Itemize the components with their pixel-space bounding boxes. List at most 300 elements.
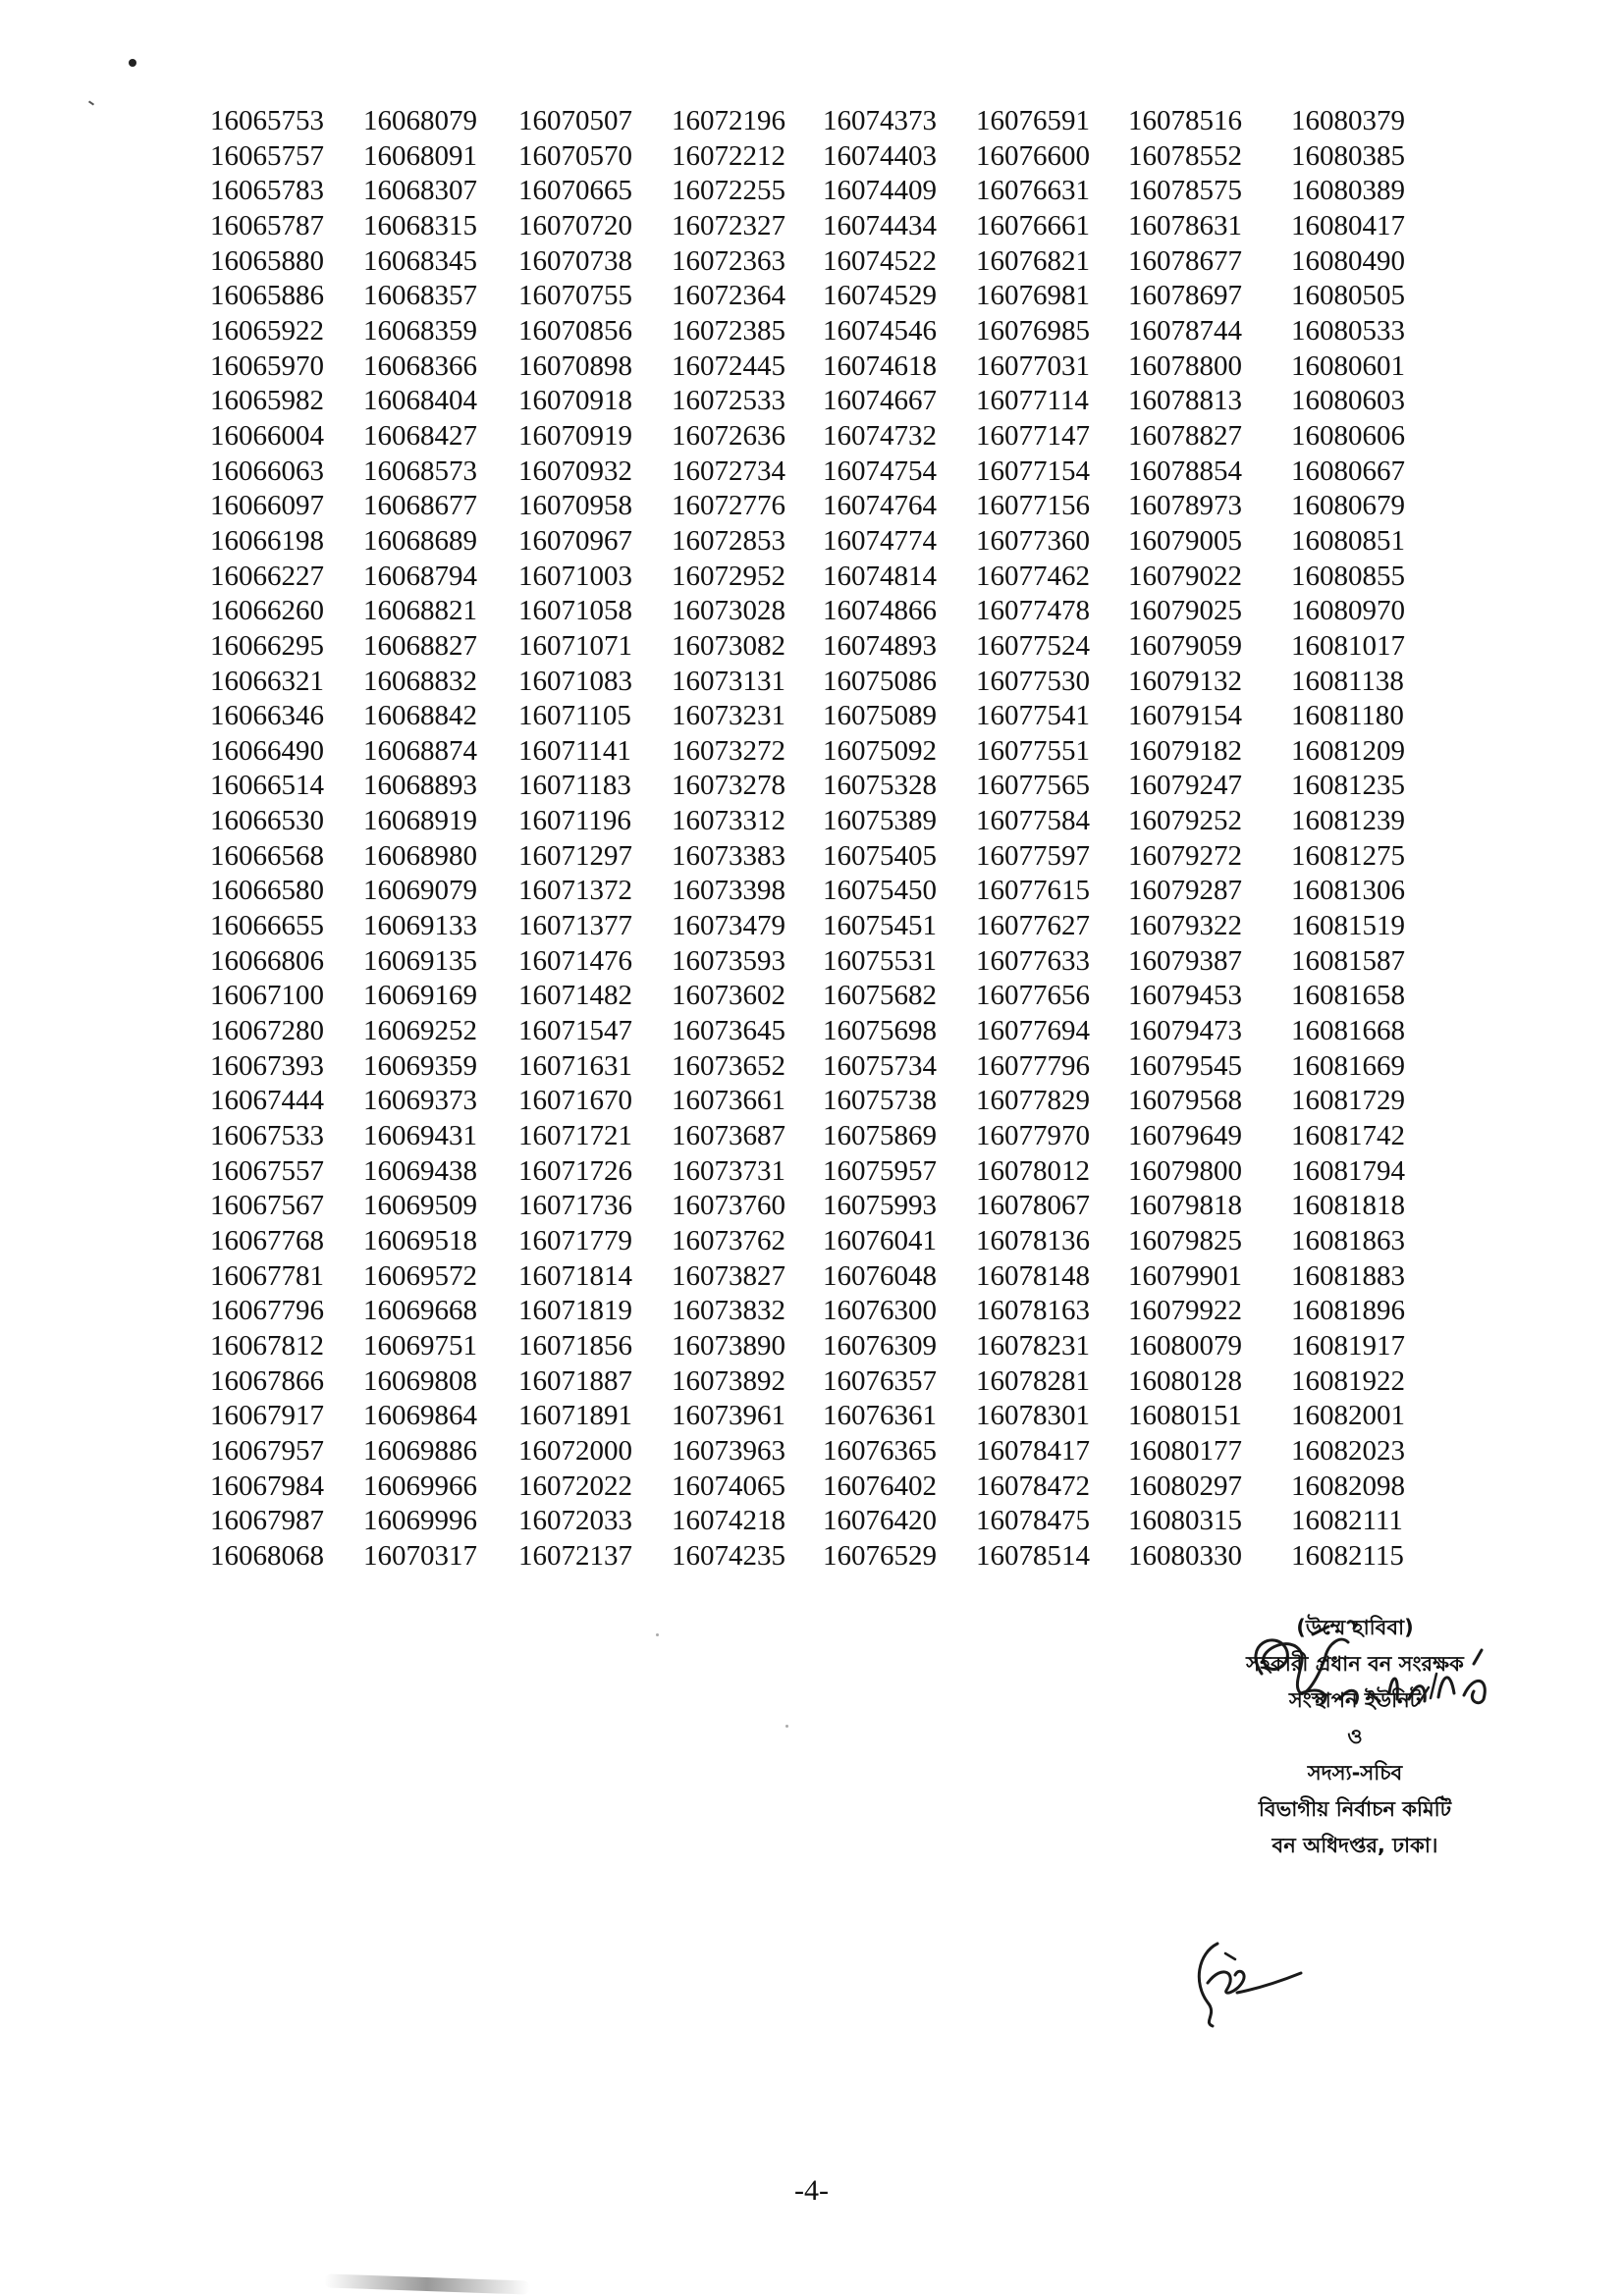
roll-number-cell: 16068980	[363, 839, 477, 872]
roll-number-cell: 16074866	[823, 595, 937, 627]
roll-number-cell: 16071482	[518, 980, 632, 1012]
roll-number-cell: 16080315	[1128, 1505, 1242, 1537]
table-row	[210, 279, 1419, 314]
signatory-role: সদস্য-সচিব	[1307, 1761, 1403, 1785]
roll-number-cell: 16080667	[1291, 454, 1405, 487]
roll-number-cell: 16074373	[823, 105, 937, 136]
roll-number-cell: 16070720	[518, 209, 632, 241]
roll-number-cell: 16079568	[1128, 1085, 1242, 1117]
roll-number-cell: 16065783	[210, 175, 324, 207]
roll-number-cell: 16076041	[823, 1225, 937, 1256]
roll-number-cell: 16077615	[976, 875, 1090, 907]
roll-number-cell: 16069252	[363, 1015, 477, 1047]
roll-number-cell: 16067567	[210, 1190, 324, 1222]
roll-number-cell: 16078552	[1128, 139, 1242, 172]
roll-number-cell: 16071547	[518, 1015, 632, 1047]
roll-number-cell: 16077627	[976, 910, 1090, 942]
roll-number-cell: 16080330	[1128, 1539, 1242, 1572]
table-row	[210, 209, 1419, 244]
roll-number-cell: 16071670	[518, 1085, 632, 1117]
roll-number-cell: 16080606	[1291, 419, 1405, 452]
roll-number-cell: 16071891	[518, 1400, 632, 1432]
roll-number-cell: 16071779	[518, 1225, 632, 1256]
roll-number-cell: 16079453	[1128, 980, 1242, 1012]
table-row	[210, 454, 1419, 490]
roll-number-cell: 16082023	[1291, 1434, 1405, 1467]
roll-number-cell: 16071887	[518, 1364, 632, 1397]
roll-number-cell: 16072533	[672, 385, 785, 417]
roll-number-cell: 16068874	[363, 734, 477, 767]
roll-number-cell: 16078136	[976, 1225, 1090, 1256]
roll-number-cell: 16082098	[1291, 1469, 1405, 1502]
roll-number-cell: 16067533	[210, 1120, 324, 1152]
roll-number-cell: 16070967	[518, 524, 632, 557]
roll-number-cell: 16069886	[363, 1434, 477, 1467]
roll-number-cell: 16071297	[518, 839, 632, 872]
roll-number-cell: 16078854	[1128, 454, 1242, 487]
roll-number-cell: 16073131	[672, 665, 785, 697]
roll-number-cell: 16082115	[1291, 1539, 1404, 1572]
roll-number-cell: 16078697	[1128, 280, 1242, 312]
roll-number-cell: 16073278	[672, 770, 785, 802]
roll-number-cell: 16072445	[672, 349, 785, 382]
roll-number-cell: 16069668	[363, 1295, 477, 1327]
roll-number-cell: 16075738	[823, 1085, 937, 1117]
roll-number-cell: 16075734	[823, 1049, 937, 1082]
roll-number-cell: 16080601	[1291, 349, 1405, 382]
roll-number-cell: 16073762	[672, 1225, 785, 1256]
roll-number-rows	[210, 104, 1419, 1575]
roll-number-cell: 16074618	[823, 349, 937, 382]
roll-number-cell: 16082111	[1291, 1505, 1403, 1537]
roll-number-cell: 16068404	[363, 385, 477, 417]
roll-number-cell: 16068427	[363, 419, 477, 452]
roll-number-cell: 16072776	[672, 490, 785, 522]
table-row	[210, 1084, 1419, 1119]
roll-number-cell: 16078281	[976, 1364, 1090, 1397]
roll-number-cell: 16080389	[1291, 175, 1405, 207]
table-row	[210, 1224, 1419, 1259]
signatory-committee: বিভাগীয় নির্বাচন কমিটি	[1258, 1797, 1452, 1821]
roll-number-cell: 16077829	[976, 1085, 1090, 1117]
roll-number-cell: 16073832	[672, 1295, 785, 1327]
ink-dot	[129, 59, 136, 67]
roll-number-cell: 16078472	[976, 1469, 1090, 1502]
roll-number-cell: 16081794	[1291, 1154, 1405, 1187]
table-row	[210, 909, 1419, 944]
roll-number-cell: 16072212	[672, 139, 785, 172]
roll-number-cell: 16072137	[518, 1539, 632, 1572]
roll-number-cell: 16076357	[823, 1364, 937, 1397]
roll-number-cell: 16077360	[976, 524, 1090, 557]
roll-number-cell: 16072363	[672, 244, 785, 277]
roll-number-cell: 16070755	[518, 280, 632, 312]
roll-number-cell: 16071105	[518, 700, 631, 732]
roll-number-cell: 16072385	[672, 314, 785, 347]
roll-number-cell: 16071726	[518, 1154, 632, 1187]
roll-number-cell: 16073479	[672, 910, 785, 942]
roll-number-cell: 16066530	[210, 805, 324, 837]
roll-number-cell: 16072636	[672, 419, 785, 452]
table-row	[210, 665, 1419, 700]
roll-number-cell: 16068079	[363, 105, 477, 136]
roll-number-cell: 16070507	[518, 105, 632, 136]
roll-number-cell: 16079825	[1128, 1225, 1242, 1256]
roll-number-cell: 16075957	[823, 1154, 937, 1187]
roll-number-cell: 16073272	[672, 734, 785, 767]
roll-number-cell: 16071083	[518, 665, 632, 697]
roll-number-cell: 16065886	[210, 280, 324, 312]
roll-number-cell: 16081922	[1291, 1364, 1405, 1397]
roll-number-cell: 16066580	[210, 875, 324, 907]
table-row	[210, 1434, 1419, 1469]
roll-number-cell: 16081669	[1291, 1049, 1405, 1082]
roll-number-cell: 16080505	[1291, 280, 1405, 312]
roll-number-cell: 16071476	[518, 944, 632, 977]
roll-number-cell: 16072364	[672, 280, 785, 312]
roll-number-cell: 16070738	[518, 244, 632, 277]
roll-number-cell: 16068345	[363, 244, 477, 277]
signature-block	[1159, 1610, 1551, 1864]
signatory-conjunction: ও	[1347, 1725, 1363, 1748]
roll-number-cell: 16078417	[976, 1434, 1090, 1467]
roll-number-cell: 16069079	[363, 875, 477, 907]
roll-number-cell: 16073963	[672, 1434, 785, 1467]
roll-number-cell: 16080379	[1291, 105, 1405, 136]
roll-number-cell: 16081017	[1291, 629, 1405, 662]
roll-number-cell: 16079025	[1128, 595, 1242, 627]
roll-number-cell: 16071071	[518, 629, 632, 662]
roll-number-cell: 16078475	[976, 1505, 1090, 1537]
roll-number-cell: 16071372	[518, 875, 632, 907]
roll-number-cell: 16079005	[1128, 524, 1242, 557]
roll-number-cell: 16066260	[210, 595, 324, 627]
roll-number-cell: 16077154	[976, 454, 1090, 487]
roll-number-cell: 16078677	[1128, 244, 1242, 277]
roll-number-cell: 16068794	[363, 560, 477, 592]
roll-number-cell: 16077530	[976, 665, 1090, 697]
roll-number-cell: 16076600	[976, 139, 1090, 172]
roll-number-cell: 16072255	[672, 175, 785, 207]
roll-number-cell: 16079922	[1128, 1295, 1242, 1327]
roll-number-cell: 16070918	[518, 385, 632, 417]
table-row	[210, 769, 1419, 804]
roll-number-cell: 16076981	[976, 280, 1090, 312]
roll-number-cell: 16069751	[363, 1329, 477, 1362]
roll-number-cell: 16066490	[210, 734, 324, 767]
table-row	[210, 174, 1419, 209]
roll-number-cell: 16077478	[976, 595, 1090, 627]
roll-number-cell: 16075993	[823, 1190, 937, 1222]
roll-number-cell: 16081239	[1291, 805, 1405, 837]
roll-number-cell: 16073312	[672, 805, 785, 837]
table-row	[210, 560, 1419, 595]
roll-number-cell: 16074218	[672, 1505, 785, 1537]
roll-number-cell: 16072952	[672, 560, 785, 592]
roll-number-cell: 16070919	[518, 419, 632, 452]
roll-number-cell: 16065880	[210, 244, 324, 277]
roll-number-cell: 16080385	[1291, 139, 1405, 172]
roll-number-cell: 16079247	[1128, 770, 1242, 802]
signatory-unit: সংস্থাপন ইউনিট	[1288, 1688, 1422, 1712]
roll-number-cell: 16067557	[210, 1154, 324, 1187]
roll-number-cell: 16078973	[1128, 490, 1242, 522]
roll-number-cell: 16068832	[363, 665, 477, 697]
roll-number-cell: 16074403	[823, 139, 937, 172]
roll-number-cell: 16077656	[976, 980, 1090, 1012]
roll-number-cell: 16074434	[823, 209, 937, 241]
roll-number-cell: 16079287	[1128, 875, 1242, 907]
table-row	[210, 139, 1419, 175]
roll-number-cell: 16075698	[823, 1015, 937, 1047]
roll-number-cell: 16081917	[1291, 1329, 1405, 1362]
roll-number-cell: 16066806	[210, 944, 324, 977]
roll-number-cell: 16078514	[976, 1539, 1090, 1572]
roll-number-cell: 16071141	[518, 734, 631, 767]
roll-number-cell: 16078516	[1128, 105, 1242, 136]
roll-number-cell: 16081306	[1291, 875, 1405, 907]
roll-number-cell: 16069169	[363, 980, 477, 1012]
table-row	[210, 1294, 1419, 1329]
roll-number-cell: 16081275	[1291, 839, 1405, 872]
roll-number-cell: 16075451	[823, 910, 937, 942]
roll-number-cell: 16069996	[363, 1505, 477, 1537]
roll-number-cell: 16067100	[210, 980, 324, 1012]
roll-number-cell: 16079901	[1128, 1259, 1242, 1292]
roll-number-cell: 16071819	[518, 1295, 632, 1327]
roll-number-cell: 16082001	[1291, 1400, 1405, 1432]
table-row	[210, 874, 1419, 909]
roll-number-cell: 16073652	[672, 1049, 785, 1082]
roll-number-cell: 16068919	[363, 805, 477, 837]
roll-number-cell: 16066295	[210, 629, 324, 662]
roll-number-cell: 16073890	[672, 1329, 785, 1362]
roll-number-cell: 16071721	[518, 1120, 632, 1152]
roll-number-cell: 16080970	[1291, 595, 1405, 627]
roll-number-cell: 16068315	[363, 209, 477, 241]
roll-number-cell: 16069572	[363, 1259, 477, 1292]
roll-number-cell: 16079818	[1128, 1190, 1242, 1222]
roll-number-cell: 16078575	[1128, 175, 1242, 207]
roll-number-cell: 16081896	[1291, 1295, 1405, 1327]
roll-number-cell: 16075531	[823, 944, 937, 977]
table-row	[210, 1154, 1419, 1190]
roll-number-cell: 16065922	[210, 314, 324, 347]
roll-number-cell: 16068821	[363, 595, 477, 627]
roll-number-cell: 16079387	[1128, 944, 1242, 977]
roll-number-cell: 16066321	[210, 665, 324, 697]
roll-number-cell: 16078148	[976, 1259, 1090, 1292]
roll-number-cell: 16078827	[1128, 419, 1242, 452]
roll-number-cell: 16076402	[823, 1469, 937, 1502]
roll-number-cell: 16066004	[210, 419, 324, 452]
roll-number-cell: 16081668	[1291, 1015, 1405, 1047]
roll-number-cell: 16073383	[672, 839, 785, 872]
roll-number-cell: 16075405	[823, 839, 937, 872]
roll-number-cell: 16075389	[823, 805, 937, 837]
roll-number-cell: 16071814	[518, 1259, 632, 1292]
roll-number-cell: 16075089	[823, 700, 937, 732]
roll-number-cell: 16077031	[976, 349, 1090, 382]
roll-number-cell: 16068573	[363, 454, 477, 487]
roll-number-cell: 16065787	[210, 209, 324, 241]
roll-number-cell: 16072196	[672, 105, 785, 136]
roll-number-cell: 16076309	[823, 1329, 937, 1362]
roll-number-cell: 16073082	[672, 629, 785, 662]
table-row	[210, 104, 1419, 139]
roll-number-cell: 16076661	[976, 209, 1090, 241]
roll-number-cell: 16066514	[210, 770, 324, 802]
roll-number-cell: 16068091	[363, 139, 477, 172]
roll-number-cell: 16080490	[1291, 244, 1405, 277]
roll-number-cell: 16074667	[823, 385, 937, 417]
roll-number-cell: 16073827	[672, 1259, 785, 1292]
roll-number-cell: 16077156	[976, 490, 1090, 522]
roll-number-cell: 16069359	[363, 1049, 477, 1082]
roll-number-cell: 16069518	[363, 1225, 477, 1256]
roll-number-cell: 16069808	[363, 1364, 477, 1397]
roll-number-cell: 16066655	[210, 910, 324, 942]
roll-number-cell: 16070898	[518, 349, 632, 382]
roll-number-cell: 16076365	[823, 1434, 937, 1467]
roll-number-cell: 16078744	[1128, 314, 1242, 347]
roll-number-cell: 16073961	[672, 1400, 785, 1432]
roll-number-cell: 16072000	[518, 1434, 632, 1467]
roll-number-cell: 16066198	[210, 524, 324, 557]
table-row	[210, 524, 1419, 560]
roll-number-cell: 16067866	[210, 1364, 324, 1397]
roll-number-cell: 16068689	[363, 524, 477, 557]
roll-number-cell: 16068842	[363, 700, 477, 732]
roll-number-cell: 16074409	[823, 175, 937, 207]
roll-number-cell: 16074764	[823, 490, 937, 522]
roll-number-cell: 16067393	[210, 1049, 324, 1082]
roll-number-cell: 16081138	[1291, 665, 1404, 697]
roll-number-cell: 16080079	[1128, 1329, 1242, 1362]
roll-number-cell: 16069438	[363, 1154, 477, 1187]
table-row	[210, 944, 1419, 980]
roll-number-cell: 16077584	[976, 805, 1090, 837]
table-row	[210, 979, 1419, 1014]
roll-number-cell: 16069509	[363, 1190, 477, 1222]
roll-number-cell: 16077541	[976, 700, 1090, 732]
roll-number-cell: 16078012	[976, 1154, 1090, 1187]
roll-number-cell: 16068359	[363, 314, 477, 347]
roll-number-cell: 16073661	[672, 1085, 785, 1117]
roll-number-cell: 16080151	[1128, 1400, 1242, 1432]
roll-number-cell: 16081587	[1291, 944, 1405, 977]
roll-number-cell: 16074732	[823, 419, 937, 452]
page-number: -4-	[794, 2174, 829, 2207]
roll-number-cell: 16077114	[976, 385, 1089, 417]
roll-number-cell: 16080417	[1291, 209, 1405, 241]
roll-number-cell: 16074065	[672, 1469, 785, 1502]
roll-number-cell: 16080851	[1291, 524, 1405, 557]
roll-number-cell: 16068068	[210, 1539, 324, 1572]
roll-number-cell: 16075328	[823, 770, 937, 802]
roll-number-cell: 16079252	[1128, 805, 1242, 837]
roll-number-cell: 16076300	[823, 1295, 937, 1327]
roll-number-cell: 16067987	[210, 1505, 324, 1537]
scan-smudge	[324, 2273, 530, 2294]
roll-number-cell: 16073028	[672, 595, 785, 627]
roll-number-cell: 16081235	[1291, 770, 1405, 802]
roll-number-cell: 16080603	[1291, 385, 1405, 417]
roll-number-cell: 16073760	[672, 1190, 785, 1222]
roll-number-cell: 16074522	[823, 244, 937, 277]
roll-number-cell: 16067280	[210, 1015, 324, 1047]
table-row	[210, 1504, 1419, 1539]
roll-number-cell: 16074235	[672, 1539, 785, 1572]
roll-number-cell: 16078813	[1128, 385, 1242, 417]
table-row	[210, 1259, 1419, 1295]
table-row	[210, 489, 1419, 524]
roll-number-cell: 16074754	[823, 454, 937, 487]
roll-number-cell: 16073645	[672, 1015, 785, 1047]
roll-number-cell: 16078800	[1128, 349, 1242, 382]
roll-number-cell: 16078163	[976, 1295, 1090, 1327]
roll-number-cell: 16066568	[210, 839, 324, 872]
roll-number-cell: 16072022	[518, 1469, 632, 1502]
table-row	[210, 1119, 1419, 1154]
signatory-name: (উম্মে হাবিবা)	[1296, 1616, 1414, 1639]
roll-number-cell: 16075092	[823, 734, 937, 767]
roll-number-cell: 16079182	[1128, 734, 1242, 767]
roll-number-cell: 16074814	[823, 560, 937, 592]
table-row	[210, 699, 1419, 734]
roll-number-cell: 16075869	[823, 1120, 937, 1152]
roll-number-cell: 16068827	[363, 629, 477, 662]
roll-number-cell: 16077147	[976, 419, 1090, 452]
signatory-designation: সহকারী প্রধান বন সংরক্ষক	[1246, 1652, 1464, 1676]
roll-number-cell: 16071183	[518, 770, 631, 802]
table-row	[210, 734, 1419, 770]
roll-number-cell: 16081180	[1291, 700, 1404, 732]
roll-number-cell: 16079545	[1128, 1049, 1242, 1082]
roll-number-cell: 16078301	[976, 1400, 1090, 1432]
roll-number-cell: 16070958	[518, 490, 632, 522]
scan-speck	[785, 1725, 788, 1728]
roll-number-cell: 16069864	[363, 1400, 477, 1432]
roll-number-cell: 16079132	[1128, 665, 1242, 697]
roll-number-cell: 16065757	[210, 139, 324, 172]
roll-number-cell: 16075450	[823, 875, 937, 907]
table-row	[210, 314, 1419, 349]
roll-number-cell: 16069431	[363, 1120, 477, 1152]
table-row	[210, 629, 1419, 665]
roll-number-cell: 16065753	[210, 105, 324, 136]
roll-number-cell: 16071196	[518, 805, 631, 837]
roll-number-cell: 16067444	[210, 1085, 324, 1117]
table-row	[210, 1189, 1419, 1224]
roll-number-cell: 16081209	[1291, 734, 1405, 767]
roll-number-cell: 16076631	[976, 175, 1090, 207]
roll-number-cell: 16076821	[976, 244, 1090, 277]
roll-number-cell: 16071377	[518, 910, 632, 942]
roll-number-cell: 16072734	[672, 454, 785, 487]
scan-speck	[656, 1633, 659, 1636]
roll-number-cell: 16079059	[1128, 629, 1242, 662]
roll-number-cell: 16074546	[823, 314, 937, 347]
roll-number-cell: 16068366	[363, 349, 477, 382]
roll-number-cell: 16077694	[976, 1015, 1090, 1047]
roll-number-cell: 16071058	[518, 595, 632, 627]
roll-number-table	[210, 104, 1419, 1575]
table-row	[210, 244, 1419, 280]
roll-number-cell: 16068307	[363, 175, 477, 207]
table-row	[210, 349, 1419, 385]
roll-number-cell: 16081729	[1291, 1085, 1405, 1117]
